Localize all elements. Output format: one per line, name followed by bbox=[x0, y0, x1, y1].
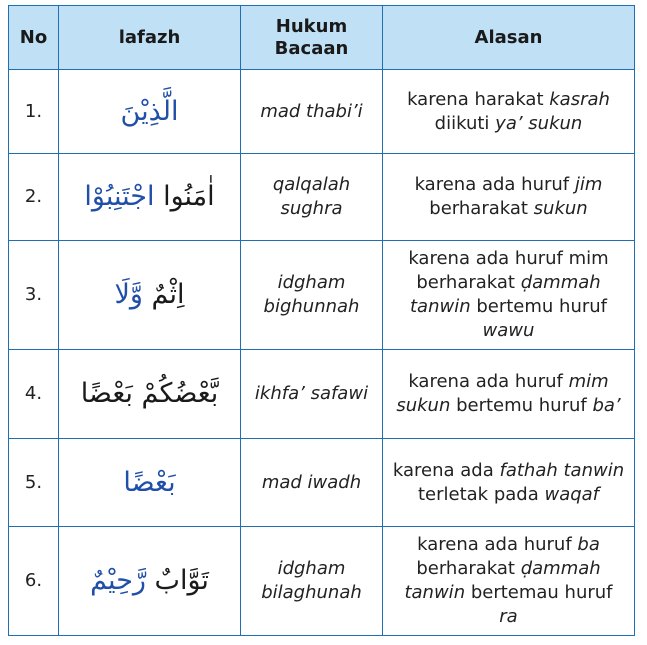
cell-alasan bbox=[383, 439, 635, 527]
cell-alasan bbox=[383, 527, 635, 636]
header-alasan: Alasan bbox=[383, 6, 635, 70]
arabic-word: وَّلَا bbox=[114, 279, 143, 310]
alasan-line bbox=[383, 370, 634, 394]
alasan-line bbox=[383, 88, 634, 112]
header-hukum-line2: Bacaan bbox=[274, 37, 349, 59]
alasan-line bbox=[383, 394, 634, 418]
cell-hukum bbox=[241, 154, 383, 241]
row-number: 4. bbox=[24, 383, 43, 404]
row-number: 6. bbox=[24, 570, 43, 591]
arabic-lafazh bbox=[59, 376, 240, 412]
cell-lafazh bbox=[59, 527, 241, 636]
alasan-text: bertemu huruf bbox=[470, 296, 608, 317]
hukum-bacaan-line: bilaghunah bbox=[261, 582, 362, 603]
alasan-line bbox=[383, 197, 634, 221]
alasan-text: bertemau huruf bbox=[465, 582, 613, 603]
alasan-line bbox=[383, 295, 634, 319]
alasan-text: karena ada huruf bbox=[417, 534, 578, 555]
alasan-line bbox=[383, 533, 634, 557]
alasan-text: diikuti bbox=[434, 112, 496, 134]
arabic-lafazh bbox=[59, 563, 240, 599]
arabic-word: اجْتَنِبُوْا bbox=[84, 181, 155, 212]
arabic-lafazh bbox=[59, 94, 240, 130]
table-row bbox=[9, 527, 635, 636]
alasan-text: ba’ bbox=[592, 395, 621, 416]
cell-hukum bbox=[241, 527, 383, 636]
header-lafazh: lafazh bbox=[59, 6, 241, 70]
hukum-bacaan-line: mad thabi’i bbox=[260, 100, 363, 122]
cell-no bbox=[9, 350, 59, 439]
alasan-text: karena ada bbox=[392, 459, 500, 481]
alasan-line bbox=[383, 557, 634, 581]
arabic-word: الَّذِيْنَ bbox=[120, 95, 179, 127]
alasan-text: sukun bbox=[533, 198, 588, 219]
cell-no bbox=[9, 154, 59, 241]
alasan-text: ba bbox=[577, 534, 600, 555]
arabic-lafazh bbox=[59, 465, 240, 501]
cell-alasan bbox=[383, 241, 635, 350]
alasan-text: wawu bbox=[482, 320, 535, 341]
table-row bbox=[9, 439, 635, 527]
cell-alasan bbox=[383, 154, 635, 241]
alasan-text: tanwin bbox=[409, 296, 471, 317]
cell-lafazh bbox=[59, 241, 241, 350]
alasan-text: waqaf bbox=[544, 483, 600, 505]
table-row bbox=[9, 350, 635, 439]
alasan-line bbox=[383, 112, 634, 136]
header-no: No bbox=[9, 6, 59, 70]
header-hukum-line1: Hukum bbox=[275, 15, 348, 37]
row-number: 2. bbox=[24, 186, 43, 207]
cell-hukum bbox=[241, 241, 383, 350]
row-number: 1. bbox=[24, 100, 43, 122]
alasan-text: karena ada huruf mim bbox=[408, 248, 609, 269]
alasan-text: fathah tanwin bbox=[499, 459, 625, 481]
alasan-text: bertemu huruf bbox=[450, 395, 593, 416]
cell-lafazh bbox=[59, 439, 241, 527]
alasan-text: berharakat bbox=[429, 198, 534, 219]
row-number: 3. bbox=[24, 284, 43, 305]
arabic-word: اٰمَنُوا bbox=[163, 181, 215, 212]
arabic-word: بَعْضًا bbox=[80, 378, 133, 409]
alasan-text: berharakat bbox=[416, 272, 521, 293]
arabic-word: بَعْضًا bbox=[123, 466, 176, 498]
hukum-bacaan-line: ikhfa’ safawi bbox=[254, 383, 369, 404]
hukum-bacaan-line: qalqalah bbox=[272, 174, 351, 195]
arabic-lafazh bbox=[59, 179, 240, 215]
alasan-text: tanwin bbox=[404, 582, 466, 603]
alasan-text: karena ada huruf bbox=[414, 174, 575, 195]
alasan-line bbox=[383, 319, 634, 343]
header-hukum-bacaan bbox=[241, 6, 383, 70]
alasan-text: mim bbox=[568, 371, 609, 392]
table-row bbox=[9, 241, 635, 350]
alasan-text: kasrah bbox=[549, 88, 610, 110]
arabic-word: بَّعْضُكُمْ bbox=[141, 378, 219, 409]
alasan-line bbox=[383, 605, 634, 629]
alasan-line bbox=[383, 247, 634, 271]
cell-lafazh bbox=[59, 70, 241, 154]
tajwid-table bbox=[8, 5, 635, 636]
cell-hukum bbox=[241, 350, 383, 439]
cell-lafazh bbox=[59, 154, 241, 241]
row-number: 5. bbox=[24, 471, 43, 493]
arabic-word: اِثْمٌ bbox=[151, 279, 185, 310]
alasan-text: sukun bbox=[396, 395, 451, 416]
alasan-line bbox=[383, 581, 634, 605]
arabic-lafazh bbox=[59, 277, 240, 313]
alasan-text: ra bbox=[499, 606, 518, 627]
cell-lafazh bbox=[59, 350, 241, 439]
alasan-text: ḍammah bbox=[520, 272, 601, 293]
hukum-bacaan-line: mad iwadh bbox=[261, 471, 362, 493]
hukum-bacaan-line: sughra bbox=[280, 198, 343, 219]
alasan-text: ḍammah bbox=[520, 558, 601, 579]
table-header-row bbox=[9, 6, 635, 70]
arabic-word: تَوَّابٌ bbox=[154, 565, 209, 596]
alasan-text: ya’ sukun bbox=[495, 112, 583, 134]
cell-no bbox=[9, 527, 59, 636]
alasan-text: berharakat bbox=[416, 558, 521, 579]
hukum-bacaan-line: bighunnah bbox=[263, 296, 360, 317]
alasan-line bbox=[383, 173, 634, 197]
hukum-bacaan-line: idgham bbox=[277, 272, 346, 293]
cell-no bbox=[9, 70, 59, 154]
alasan-text: terletak pada bbox=[417, 483, 545, 505]
alasan-text: karena ada huruf bbox=[408, 371, 569, 392]
cell-hukum bbox=[241, 70, 383, 154]
cell-no bbox=[9, 241, 59, 350]
alasan-text: jim bbox=[574, 174, 603, 195]
cell-alasan bbox=[383, 350, 635, 439]
cell-alasan bbox=[383, 70, 635, 154]
alasan-text: karena harakat bbox=[407, 88, 550, 110]
table-row bbox=[9, 154, 635, 241]
arabic-word: رَّحِيْمٌ bbox=[90, 565, 146, 596]
alasan-line bbox=[383, 271, 634, 295]
tajwid-table-container bbox=[8, 5, 635, 636]
cell-no bbox=[9, 439, 59, 527]
alasan-line bbox=[383, 483, 634, 507]
hukum-bacaan-line: idgham bbox=[277, 558, 346, 579]
table-row bbox=[9, 70, 635, 154]
alasan-line bbox=[383, 459, 634, 483]
cell-hukum bbox=[241, 439, 383, 527]
